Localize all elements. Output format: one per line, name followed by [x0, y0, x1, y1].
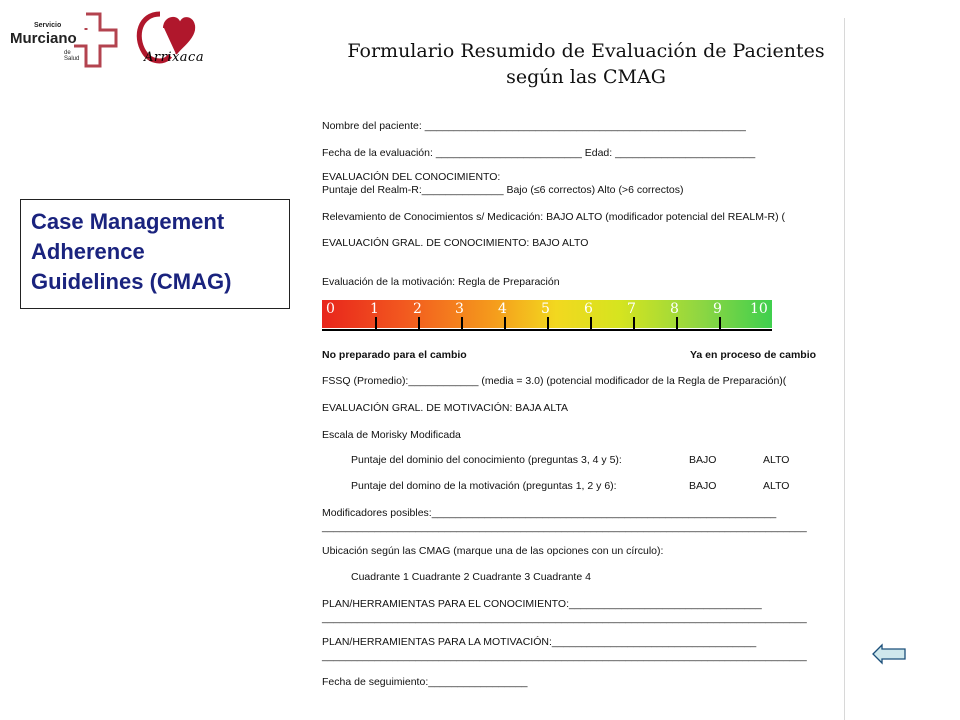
- plan-motivacion-field: PLAN/HERRAMIENTAS PARA LA MOTIVACIÓN:___________________________________: [322, 636, 757, 648]
- arrixaca-logo: [130, 6, 226, 74]
- scale-right-label: Ya en proceso de cambio: [690, 349, 817, 361]
- logo-arrixaca-text: Arrixaca: [144, 50, 205, 65]
- logo-line3: de Salud: [64, 50, 80, 62]
- scale-num-0: 0: [326, 301, 335, 317]
- dominio-conocimiento-alto: ALTO: [763, 454, 790, 466]
- scale-num-10: 10: [750, 301, 768, 317]
- scale-num-9: 9: [713, 301, 722, 317]
- logo-line2: Murciano: [10, 30, 77, 47]
- fecha-field: Fecha de la evaluación: _________________________ Edad: ________________________: [322, 147, 756, 159]
- scale-num-7: 7: [627, 301, 636, 317]
- gral-conocimiento-field: EVALUACIÓN GRAL. DE CONOCIMIENTO: BAJO ALTO: [322, 237, 589, 249]
- scale-num-1: 1: [370, 301, 379, 317]
- box-line-1: Case Management: [31, 209, 225, 234]
- box-line-2: Adherence: [31, 239, 145, 264]
- scale-num-2: 2: [413, 301, 422, 317]
- realm-field: Puntaje del Realm-R:______________ Bajo (≤6 correctos) Alto (>6 correctos): [322, 184, 684, 196]
- blank-line: ___________________________________________________________________________________: [322, 612, 807, 624]
- cmag-title-box: [20, 199, 290, 309]
- scale-num-5: 5: [541, 301, 550, 317]
- cuadrantes-options: Cuadrante 1 Cuadrante 2 Cuadrante 3 Cuadrante 4: [351, 571, 591, 583]
- relevamiento-field: Relevamiento de Conocimientos s/ Medicación: BAJO ALTO (modificador potencial del REALM-R) (: [322, 211, 785, 223]
- dominio-motivacion: Puntaje del domino de la motivación (preguntas 1, 2 y 6):: [351, 480, 617, 492]
- scale-num-3: 3: [455, 301, 464, 317]
- cross-icon: [72, 12, 118, 68]
- scale-left-label: No preparado para el cambio: [322, 349, 467, 361]
- scale-baseline: [322, 329, 772, 331]
- gral-motivacion-field: EVALUACIÓN GRAL. DE MOTIVACIÓN: BAJA ALTA: [322, 402, 569, 414]
- motivacion-label: Evaluación de la motivación: Regla de Preparación: [322, 276, 560, 288]
- logo-line1: Servicio: [34, 22, 62, 29]
- modificadores-field: Modificadores posibles:___________________________________________________________: [322, 507, 777, 519]
- servicio-murciano-logo: [8, 12, 116, 74]
- back-arrow-button[interactable]: [872, 643, 906, 665]
- fssq-field: FSSQ (Promedio):____________ (media = 3.0) (potencial modificador de la Regla de Preparación)(: [322, 375, 787, 387]
- box-line-3: Guidelines (CMAG): [31, 269, 232, 294]
- dominio-conocimiento: Puntaje del dominio del conocimiento (preguntas 3, 4 y 5):: [351, 454, 622, 466]
- blank-line: ___________________________________________________________________________________: [322, 650, 807, 662]
- eval-conocimiento-heading: EVALUACIÓN DEL CONOCIMIENTO:: [322, 171, 501, 183]
- scale-num-4: 4: [498, 301, 507, 317]
- nombre-field: Nombre del paciente: _______________________________________________________: [322, 120, 746, 132]
- dominio-conocimiento-bajo: BAJO: [689, 454, 717, 466]
- scale-num-6: 6: [584, 301, 593, 317]
- seguimiento-field: Fecha de seguimiento:_________________: [322, 676, 528, 688]
- evaluation-form: [298, 18, 845, 720]
- form-title-line2: según las CMAG: [506, 66, 666, 88]
- morisky-heading: Escala de Morisky Modificada: [322, 429, 461, 441]
- form-title: [298, 38, 845, 90]
- left-arrow-icon: [872, 643, 906, 665]
- ubicacion-label: Ubicación según las CMAG (marque una de las opciones con un círculo):: [322, 545, 664, 557]
- plan-conocimiento-field: PLAN/HERRAMIENTAS PARA EL CONOCIMIENTO:_________________________________: [322, 598, 762, 610]
- dominio-motivacion-bajo: BAJO: [689, 480, 717, 492]
- blank-line: ___________________________________________________________________________________: [322, 521, 807, 533]
- dominio-motivacion-alto: ALTO: [763, 480, 790, 492]
- scale-num-8: 8: [670, 301, 679, 317]
- form-title-line1: Formulario Resumido de Evaluación de Pacientes: [347, 40, 825, 62]
